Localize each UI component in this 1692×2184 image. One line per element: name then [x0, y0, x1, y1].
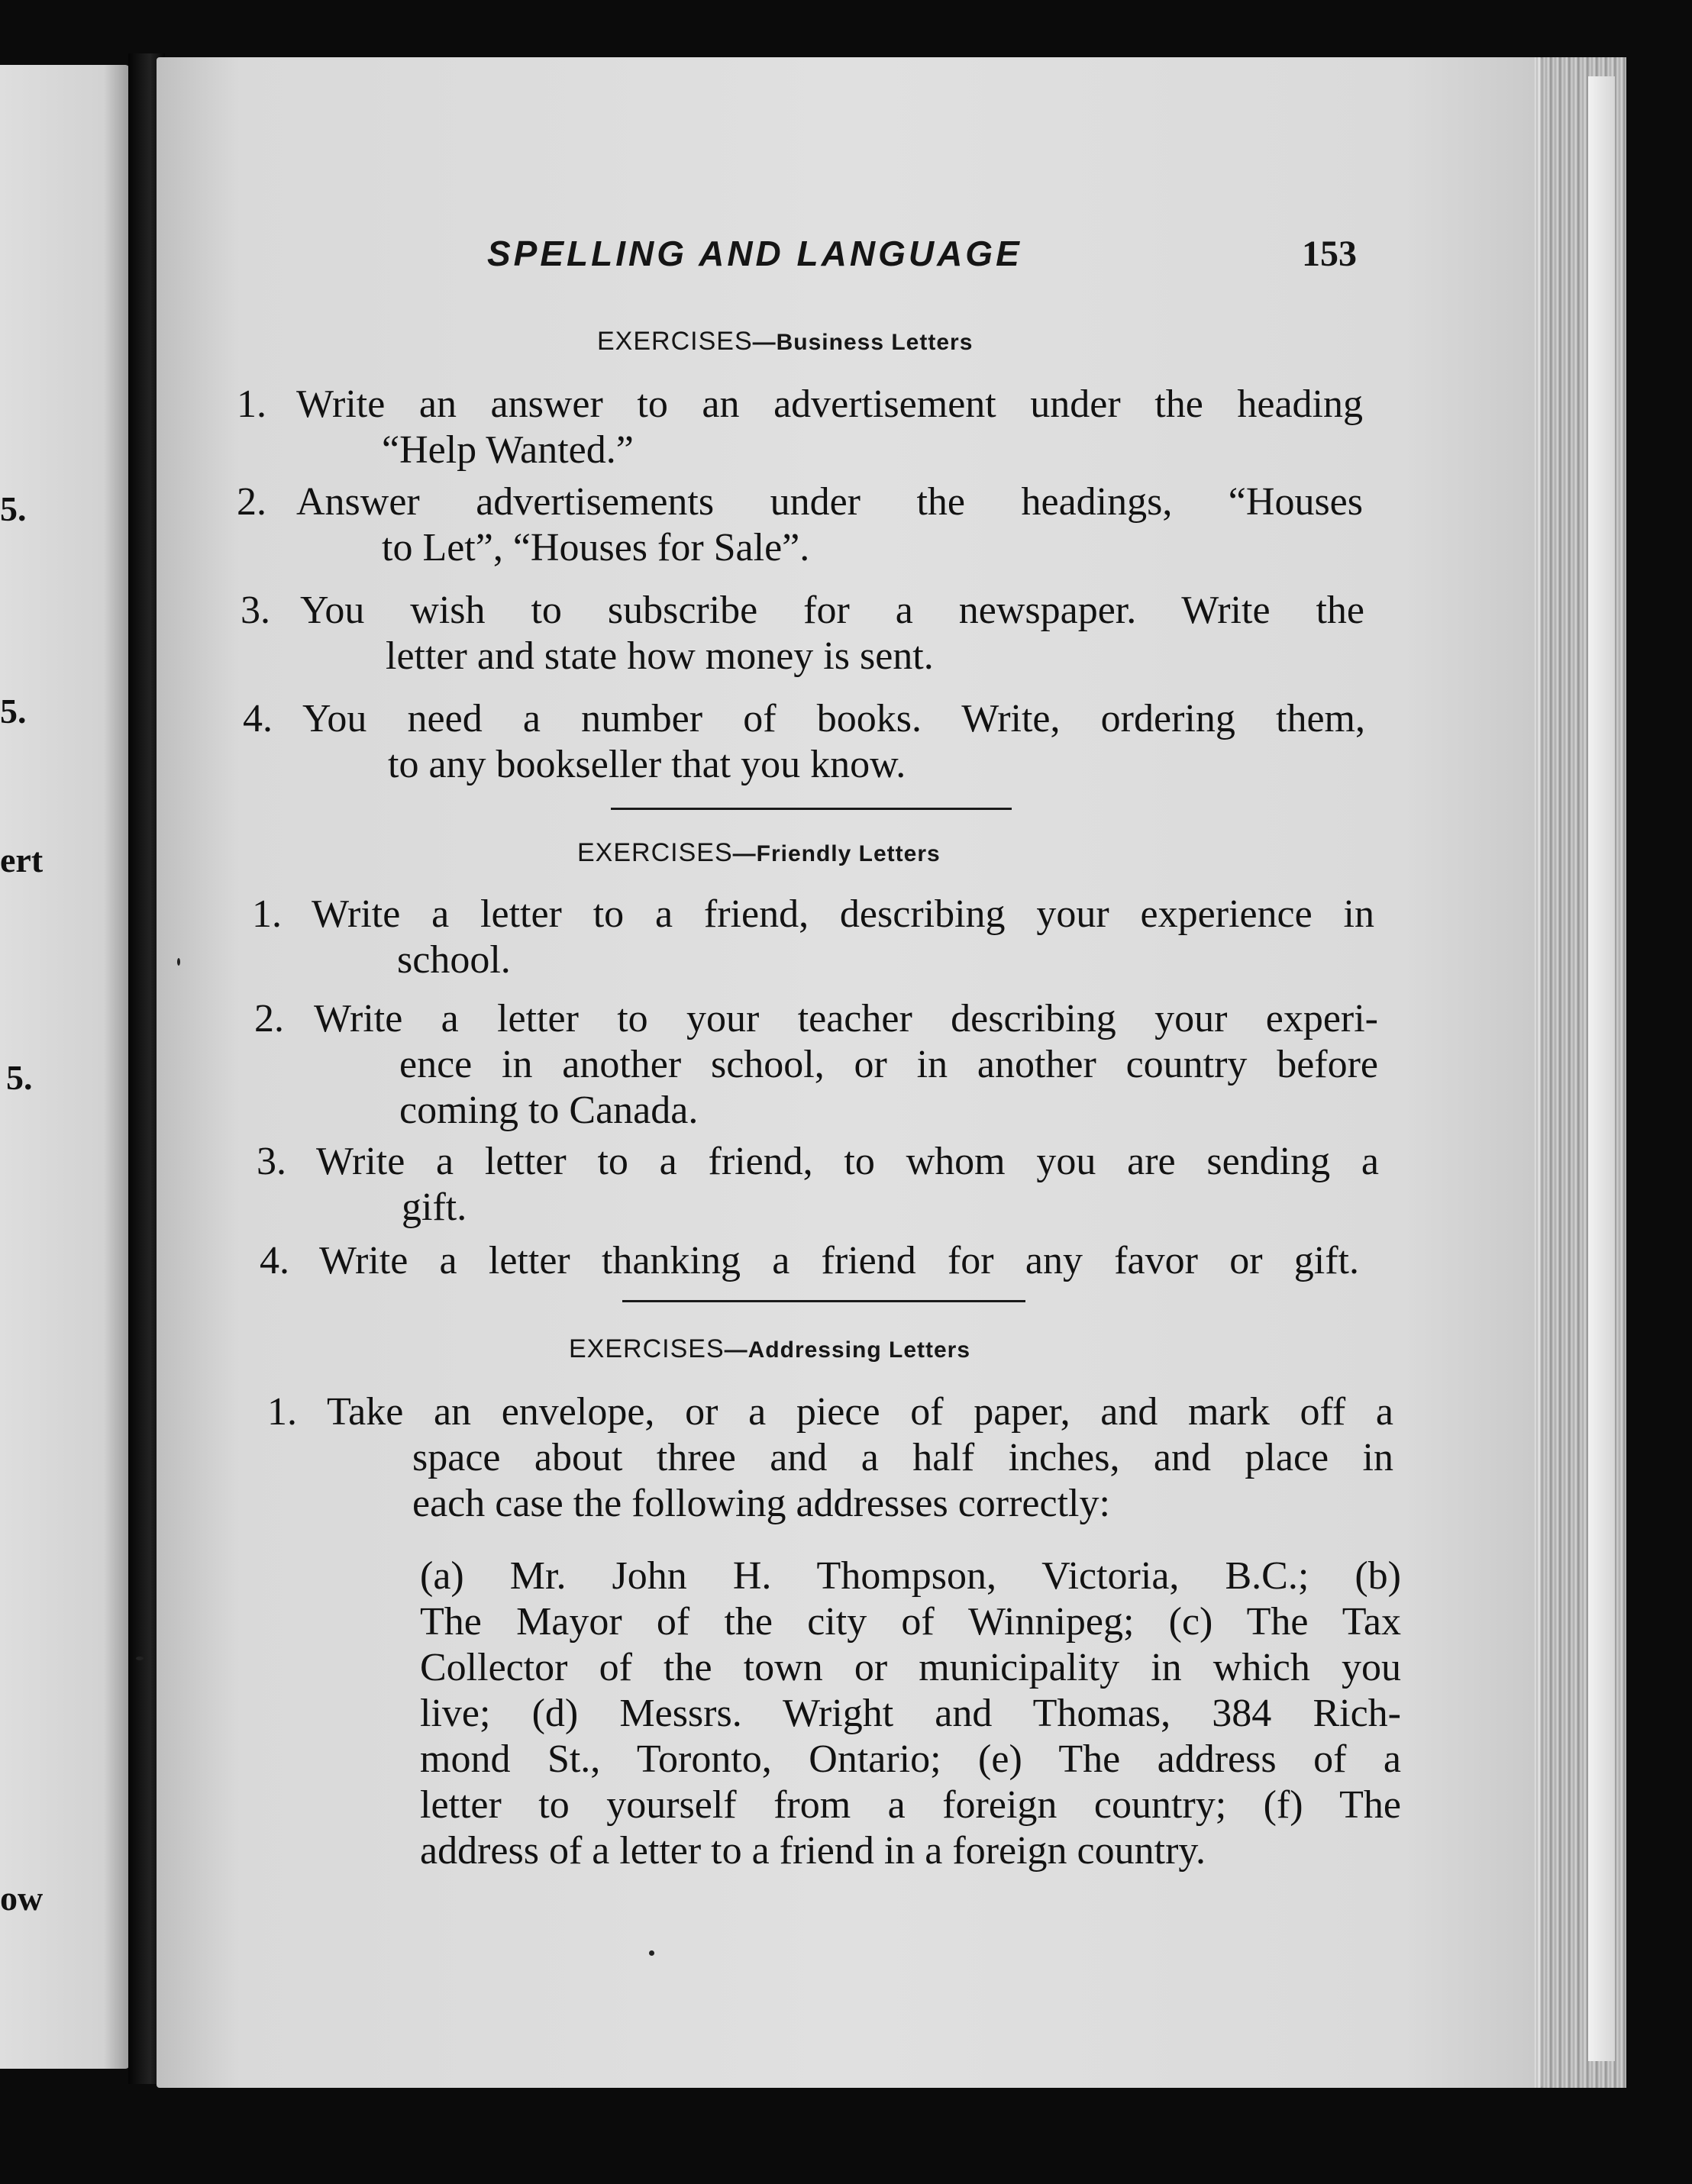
item-line: Write a letter to a friend, describing your experience in: [312, 892, 1374, 936]
running-head: SPELLING AND LANGUAGE: [487, 234, 1022, 273]
exercise-item: [267, 1389, 1393, 1527]
item-number: 2.: [237, 480, 266, 524]
item-line: coming to Canada.: [399, 1089, 699, 1132]
previous-page-edge: [0, 65, 130, 2069]
heading-sub: —Friendly Letters: [732, 841, 941, 866]
item-number: 3.: [241, 589, 270, 632]
item-line: Write an answer to an advertisement under the heading: [296, 382, 1363, 426]
item-line: Answer advertisements under the headings, “Houses: [296, 480, 1363, 524]
exercise-item: [254, 996, 1378, 1134]
left-page-fragment: 5.: [0, 489, 27, 528]
scan-speck: [177, 958, 180, 966]
scan-speck: [649, 1950, 654, 1956]
heading-main: EXERCISES: [569, 1334, 725, 1363]
item-line: ence in another school, or in another country before: [399, 1043, 1378, 1086]
address-line: Collector of the town or municipality in which you: [420, 1646, 1401, 1689]
left-page-fragment: ow: [0, 1879, 44, 1918]
item-line: to Let”, “Houses for Sale”.: [382, 526, 810, 569]
address-line: live; (d) Messrs. Wright and Thomas, 384 Rich-: [420, 1692, 1401, 1735]
item-number: 3.: [257, 1140, 286, 1183]
item-number: 1.: [267, 1390, 297, 1434]
left-page-fragment: ert: [0, 840, 44, 879]
section-heading-business: [597, 327, 973, 356]
exercise-item: [241, 588, 1364, 679]
item-line: letter and state how money is sent.: [386, 634, 934, 678]
section-divider: [611, 808, 1012, 810]
item-line: “Help Wanted.”: [382, 428, 634, 472]
item-line: each case the following addresses correctly:: [412, 1482, 1110, 1525]
item-line: Take an envelope, or a piece of paper, and mark off a: [327, 1390, 1393, 1434]
item-number: 1.: [252, 892, 282, 936]
address-line: (a) Mr. John H. Thompson, Victoria, B.C.; (b): [420, 1554, 1401, 1598]
exercise-item: [260, 1238, 1359, 1284]
item-line: You wish to subscribe for a newspaper. Write the: [300, 589, 1364, 632]
item-line: Write a letter to a friend, to whom you are sending a: [316, 1140, 1379, 1183]
heading-sub: —Business Letters: [752, 330, 974, 355]
left-page-fragment: 5.: [6, 1058, 33, 1097]
address-line: address of a letter to a friend in a foreign country.: [420, 1829, 1206, 1873]
exercise-item: [257, 1139, 1379, 1231]
page-edges-highlight: [1588, 76, 1615, 2061]
section-heading-addressing: [569, 1334, 970, 1364]
item-number: 1.: [237, 382, 266, 426]
item-number: 4.: [243, 697, 273, 740]
item-line: school.: [397, 938, 511, 982]
heading-sub: —Addressing Letters: [724, 1337, 971, 1363]
section-heading-friendly: [577, 838, 941, 868]
item-number: 4.: [260, 1239, 289, 1282]
item-line: gift.: [402, 1186, 467, 1229]
heading-main: EXERCISES: [577, 838, 733, 867]
address-line: mond St., Toronto, Ontario; (e) The address of a: [420, 1737, 1401, 1781]
item-line: space about three and a half inches, and place in: [412, 1436, 1393, 1479]
heading-main: EXERCISES: [597, 327, 753, 356]
exercise-item: [237, 479, 1363, 571]
left-page-fragment: 5.: [0, 692, 27, 731]
item-number: 2.: [254, 997, 284, 1040]
item-line: Write a letter to your teacher describing your experi-: [314, 997, 1378, 1040]
address-list: [420, 1553, 1401, 1874]
section-divider: [622, 1300, 1025, 1302]
scan-speck: [136, 1657, 144, 1660]
address-line: letter to yourself from a foreign country; (f) The: [420, 1783, 1401, 1827]
exercise-item: [252, 892, 1374, 983]
item-line: Write a letter thanking a friend for any favor or gift.: [319, 1239, 1359, 1282]
item-line: to any bookseller that you know.: [388, 743, 906, 786]
exercise-item: [237, 382, 1363, 473]
item-line: You need a number of books. Write, ordering them,: [302, 697, 1365, 740]
page-number: 153: [1302, 234, 1357, 274]
exercise-item: [243, 696, 1365, 788]
address-line: The Mayor of the city of Winnipeg; (c) The Tax: [420, 1600, 1401, 1644]
